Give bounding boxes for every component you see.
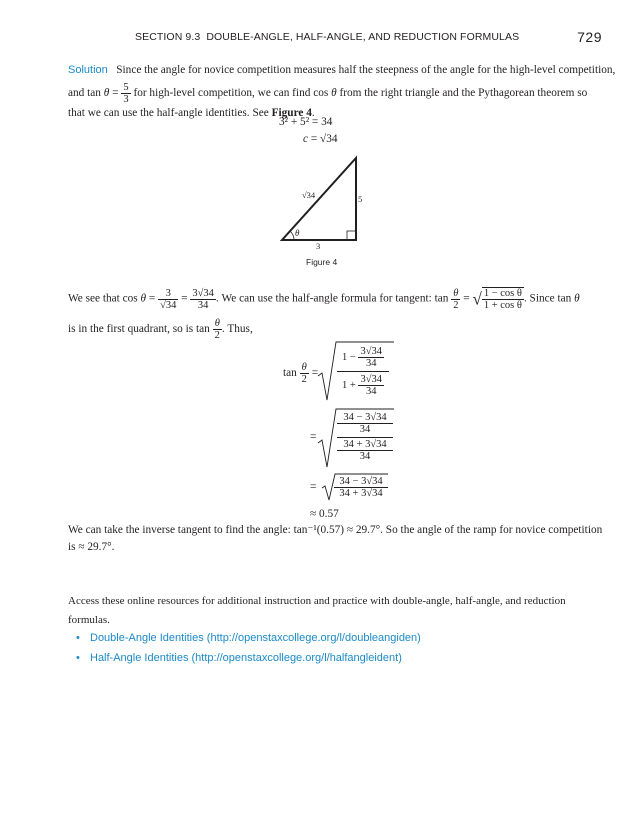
approximation: ≈ 0.57	[310, 508, 339, 520]
fraction-half-angle-formula: $\frac{\text{1 − cos θ}}{\text{1 + cos θ}}$	[483, 288, 522, 311]
equation-c: c = √34	[303, 133, 338, 145]
opposite-label: 5	[358, 194, 363, 204]
complex-fraction-2: 34 − 3√34 34 34 + 3√34 34	[337, 412, 393, 462]
section-title: DOUBLE-ANGLE, HALF-ANGLE, AND REDUCTION FORMULAS	[206, 31, 520, 43]
triangle-shape	[282, 158, 356, 240]
half-angle-paragraph-line-2: is in the first quadrant, so is tan $\frac{\theta}{2}$ . Thus,	[68, 318, 253, 341]
solution-line-1	[68, 62, 616, 79]
solution-text-2b: for high-level competition, we can find cos	[133, 87, 329, 100]
solution-line-2: and tan θ = $\frac{5}{3}$ for high-level competition, we can find cos θ from the right triangle and the Pythagorean theorem so	[68, 82, 588, 105]
resource-link-half-angle[interactable]: • Half-Angle Identities (http://openstaxcollege.org/l/halfangleident)	[68, 648, 421, 668]
equation-pythagorean: 3² + 5² = 34	[279, 116, 333, 128]
fraction-3sqrt34-over-34: $\frac{3√34}{34}$	[192, 287, 214, 311]
hypotenuse-label: √34	[302, 190, 316, 200]
figure-reference: Figure 4	[271, 107, 312, 119]
angle-label: θ	[295, 228, 300, 238]
running-header	[135, 31, 519, 43]
right-angle-marker	[347, 231, 356, 240]
fraction-3-over-sqrt34: $\frac{3}{√34}$	[160, 287, 177, 311]
solution-text-3a: that we can use the half-angle identities. See	[68, 107, 269, 119]
solution-line-3: that we can use the half-angle identities. See Figure 4.	[68, 107, 315, 119]
solution-text-1: Since the angle for novice competition measures half the steepness of the angle for the high-level competition,	[116, 64, 616, 76]
conclusion-paragraph: We can take the inverse tangent to find the angle: tan⁻¹(0.57) ≈ 29.7°. So the angle of the ramp for novice competition is ≈ 29.7°.	[68, 524, 603, 553]
derivation-lhs: tan $\frac{\theta}{2}$ =	[283, 362, 319, 385]
solution-label: Solution	[68, 64, 108, 76]
angle-arc	[290, 231, 294, 240]
half-angle-paragraph: We see that cos θ = $\frac{3}{√34}$ = $\frac{3√34}{34}$ . We can use the half-angle formula for tangent: tan $\frac{\theta}{2}$ = √ $\frac{\text{1 − cos θ}}{\text{1 + cos θ}}$ . Since tan θ	[68, 287, 580, 311]
page-number: 729	[577, 29, 602, 45]
fraction-theta-over-2: $\frac{\theta}{2}$	[453, 287, 459, 311]
section-number: SECTION 9.3	[135, 31, 201, 43]
bullet-icon: •	[76, 652, 80, 664]
fraction-5-over-3: $\frac{5}{3}$	[123, 82, 129, 105]
resource-link-double-angle[interactable]: • Double-Angle Identities (http://openstaxcollege.org/l/doubleangiden)	[68, 628, 421, 648]
solution-paragraph	[68, 62, 616, 122]
adjacent-label: 3	[316, 241, 321, 251]
bullet-icon: •	[76, 632, 80, 644]
theta-symbol: θ	[103, 87, 110, 100]
equals-sign-3: =	[310, 481, 317, 493]
simple-fraction-3: 34 − 3√34 34 + 3√34	[334, 476, 388, 499]
resources-intro: Access these online resources for additional instruction and practice with double-angle, half-angle, and reduction formulas.	[68, 595, 566, 626]
complex-fraction-1: 1 − $\frac{3√34}{34}$ 1 + $\frac{3√34}{34}$	[337, 346, 389, 397]
right-triangle-figure	[270, 150, 380, 255]
solution-text-2a: and tan	[68, 87, 101, 100]
solution-text-2c: from the right triangle and the Pythagorean theorem so	[339, 87, 588, 100]
equals-sign-2: =	[310, 431, 317, 443]
figure-caption: Figure 4	[306, 257, 338, 267]
resource-links	[68, 628, 421, 668]
